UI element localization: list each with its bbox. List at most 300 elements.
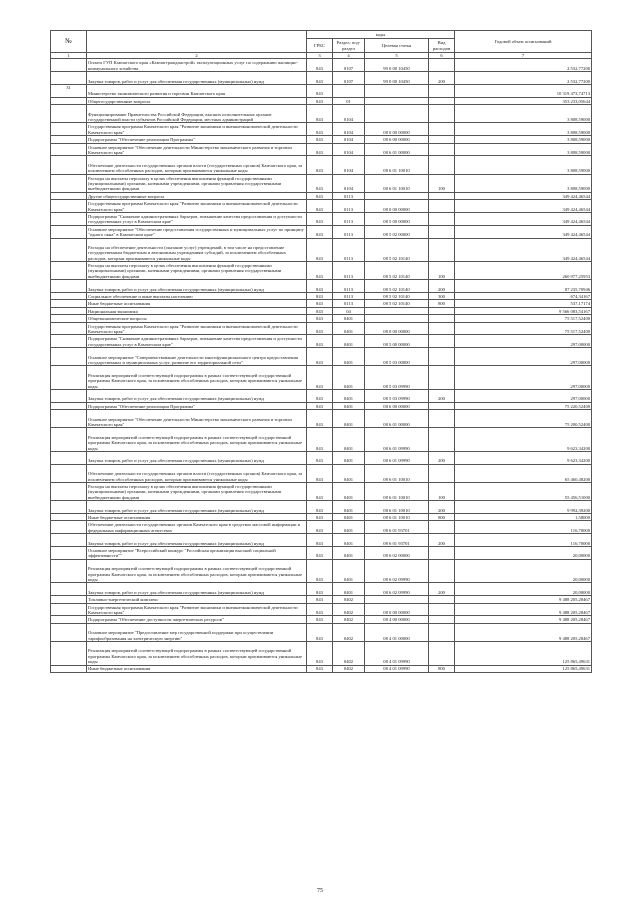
table-row	[51, 546, 592, 559]
row-section: 0113	[333, 200, 365, 213]
row-target-article: 08 6 02 00000	[365, 546, 429, 559]
row-section: 0402	[333, 665, 365, 672]
row-grbs: 843	[307, 72, 333, 85]
row-amount: 20,00000	[455, 559, 592, 583]
row-number	[51, 136, 87, 143]
row-amount: 116,70000	[455, 521, 592, 534]
row-amount: 537,17174	[455, 300, 592, 307]
row-expense-type	[429, 616, 455, 623]
row-section: 0401	[333, 315, 365, 322]
row-section: 0401	[333, 482, 365, 500]
row-grbs: 843	[307, 238, 333, 262]
row-section: 0401	[333, 335, 365, 348]
row-target-article: 08 5 02 10140	[365, 300, 429, 307]
row-grbs: 843	[307, 665, 333, 672]
row-number	[51, 534, 87, 547]
row-section: 0402	[333, 596, 365, 603]
row-number	[51, 293, 87, 300]
row-section: 0104	[333, 174, 365, 192]
row-grbs: 843	[307, 105, 333, 123]
row-section: 0401	[333, 402, 365, 409]
row-name: Государственная программа Камчатского края "Развитие экономики и внешнеэкономической деятельности Камчатского края"	[87, 322, 307, 335]
row-amount: 116,70000	[455, 534, 592, 547]
row-name: Закупка товаров, работ и услуг для обеспечения государственных (муниципальных) нужд	[87, 501, 307, 514]
table-row	[51, 616, 592, 623]
row-expense-type: 800	[429, 300, 455, 307]
row-grbs: 843	[307, 123, 333, 136]
row-expense-type	[429, 105, 455, 123]
table-row	[51, 105, 592, 123]
row-number	[51, 410, 87, 428]
row-amount: 20,00000	[455, 546, 592, 559]
row-grbs: 843	[307, 464, 333, 482]
row-target-article: 08 4 00 00000	[365, 616, 429, 623]
row-name: Подпрограмма "Обеспечение доступности энергетических ресурсов"	[87, 616, 307, 623]
table-row	[51, 174, 592, 192]
row-number	[51, 583, 87, 596]
row-expense-type	[429, 238, 455, 262]
table-row	[51, 596, 592, 603]
row-target-article: 99 0 00 10450	[365, 72, 429, 85]
row-grbs: 843	[307, 452, 333, 465]
header-codes: коды	[307, 31, 455, 39]
row-section: 0113	[333, 300, 365, 307]
row-target-article: 08 5 02 10140	[365, 238, 429, 262]
row-section: 0402	[333, 641, 365, 665]
row-grbs: 843	[307, 85, 333, 98]
row-target-article: 08 5 03 00000	[365, 348, 429, 366]
table-row	[51, 464, 592, 482]
row-number	[51, 97, 87, 104]
row-section: 0107	[333, 59, 365, 72]
row-amount: 353 233,05644	[455, 97, 592, 104]
row-section: 0104	[333, 143, 365, 156]
row-section: 0104	[333, 136, 365, 143]
index-cell: 4	[333, 53, 365, 59]
row-expense-type	[429, 623, 455, 641]
row-grbs: 843	[307, 366, 333, 390]
row-number	[51, 559, 87, 583]
row-section: 0113	[333, 280, 365, 293]
table-row	[51, 513, 592, 520]
row-number	[51, 143, 87, 156]
row-amount: 55 456,51000	[455, 482, 592, 500]
row-number: 31	[51, 85, 87, 98]
row-name: Реализация мероприятий соответствующей подпрограммы в рамках соответствующей государственной программы Камчатского края, за исключением обособленных расходов, которым присваиваются уникальные коды	[87, 428, 307, 452]
index-cell: 5	[365, 53, 429, 59]
row-amount: 674,34167	[455, 293, 592, 300]
row-section: 0401	[333, 559, 365, 583]
row-amount: 3 808,59000	[455, 123, 592, 136]
row-expense-type	[429, 123, 455, 136]
row-number	[51, 390, 87, 403]
row-target-article	[365, 596, 429, 603]
table-row	[51, 335, 592, 348]
row-grbs: 843	[307, 402, 333, 409]
index-cell: 3	[307, 53, 333, 59]
row-target-article	[365, 192, 429, 199]
row-grbs: 843	[307, 616, 333, 623]
row-grbs: 843	[307, 200, 333, 213]
row-section	[333, 85, 365, 98]
row-expense-type	[429, 348, 455, 366]
row-grbs: 843	[307, 623, 333, 641]
row-number	[51, 366, 87, 390]
table-row	[51, 300, 592, 307]
row-expense-type	[429, 97, 455, 104]
row-name: Функционирование Правительства Российской Федерации, высших исполнительных органов государственной власти субъектов Российской Федерации, местных администраций	[87, 105, 307, 123]
row-section: 0402	[333, 616, 365, 623]
row-number	[51, 300, 87, 307]
row-amount: 9 488 205,28467	[455, 623, 592, 641]
row-expense-type	[429, 59, 455, 72]
row-amount: 349 424,46544	[455, 192, 592, 199]
row-grbs: 843	[307, 521, 333, 534]
row-number	[51, 238, 87, 262]
table-row	[51, 665, 592, 672]
row-expense-type	[429, 335, 455, 348]
row-grbs: 843	[307, 280, 333, 293]
row-number	[51, 452, 87, 465]
table-row	[51, 280, 592, 293]
row-name: Закупка товаров, работ и услуг для обеспечения государственных (муниципальных) нужд	[87, 390, 307, 403]
row-target-article	[365, 85, 429, 98]
row-number	[51, 428, 87, 452]
row-expense-type: 200	[429, 280, 455, 293]
table-row	[51, 238, 592, 262]
row-name: Реализация мероприятий соответствующей подпрограммы в рамках соответствующей государственной программы Камчатского края, за исключением обособленных расходов, которым присваиваются уникальные коды	[87, 366, 307, 390]
table-row	[51, 322, 592, 335]
row-amount: 75 517,52400	[455, 322, 592, 335]
row-expense-type	[429, 546, 455, 559]
row-amount: 75 200,52400	[455, 410, 592, 428]
table-row	[51, 225, 592, 238]
row-name: Иные бюджетные ассигнования	[87, 513, 307, 520]
row-target-article: 08 6 01 00000	[365, 143, 429, 156]
row-grbs: 843	[307, 534, 333, 547]
table-row	[51, 97, 592, 104]
row-number	[51, 262, 87, 280]
row-section: 0401	[333, 348, 365, 366]
row-section: 0401	[333, 322, 365, 335]
row-section: 0104	[333, 105, 365, 123]
table-row	[51, 59, 592, 72]
row-grbs: 843	[307, 300, 333, 307]
table-row	[51, 521, 592, 534]
row-name: Подпрограмма "Обеспечение реализации Программы"	[87, 136, 307, 143]
row-section: 0401	[333, 428, 365, 452]
row-expense-type: 200	[429, 583, 455, 596]
row-name: Основное мероприятие "Обеспечение деятельности Министерства экономического развития и торговли Камчатского края"	[87, 410, 307, 428]
table-row	[51, 603, 592, 616]
row-amount: 297,00000	[455, 366, 592, 390]
row-name: Государственная программа Камчатского края "Развитие экономики и внешнеэкономической деятельности Камчатского края"	[87, 200, 307, 213]
row-section: 0113	[333, 238, 365, 262]
row-number	[51, 616, 87, 623]
row-target-article: 08 0 00 00000	[365, 200, 429, 213]
row-grbs: 843	[307, 410, 333, 428]
row-target-article: 08 6 01 93701	[365, 534, 429, 547]
row-grbs: 843	[307, 482, 333, 500]
table-row	[51, 143, 592, 156]
table-row	[51, 452, 592, 465]
row-expense-type	[429, 428, 455, 452]
row-name: Закупка товаров, работ и услуг для обеспечения государственных (муниципальных) нужд	[87, 534, 307, 547]
row-number	[51, 521, 87, 534]
row-number	[51, 105, 87, 123]
row-amount: 87 235,70946	[455, 280, 592, 293]
row-expense-type	[429, 307, 455, 314]
index-cell: 1	[51, 53, 87, 59]
row-number	[51, 348, 87, 366]
row-amount: 3 808,59000	[455, 136, 592, 143]
row-section: 0401	[333, 521, 365, 534]
budget-table	[50, 30, 592, 673]
row-section: 0401	[333, 513, 365, 520]
row-grbs: 843	[307, 136, 333, 143]
table-row	[51, 200, 592, 213]
row-target-article: 08 5 03 09990	[365, 366, 429, 390]
row-target-article: 08 6 01 09990	[365, 428, 429, 452]
row-target-article: 08 5 02 10140	[365, 280, 429, 293]
row-section: 0401	[333, 583, 365, 596]
row-amount: 9 623,34200	[455, 428, 592, 452]
row-section: 0401	[333, 452, 365, 465]
row-expense-type	[429, 521, 455, 534]
row-section: 0402	[333, 623, 365, 641]
row-amount: 9 992,39200	[455, 501, 592, 514]
row-expense-type	[429, 85, 455, 98]
table-row	[51, 315, 592, 322]
row-expense-type	[429, 322, 455, 335]
header-target: Целевая статья	[365, 39, 429, 53]
row-grbs: 843	[307, 212, 333, 225]
row-name: Министерство экономического развития и торговли Камчатского края	[87, 85, 307, 98]
row-target-article: 08 6 01 93701	[365, 521, 429, 534]
row-expense-type: 200	[429, 452, 455, 465]
row-target-article: 08 4 01 09990	[365, 641, 429, 665]
row-target-article: 08 6 01 10010	[365, 464, 429, 482]
row-name: Подпрограмма "Обеспечение реализации Программы"	[87, 402, 307, 409]
row-target-article: 08 0 00 00000	[365, 123, 429, 136]
row-name: Общегосударственные вопросы	[87, 97, 307, 104]
row-grbs: 843	[307, 559, 333, 583]
row-number	[51, 174, 87, 192]
row-target-article: 08 5 02 10140	[365, 262, 429, 280]
row-target-article: 08 6 01 10010	[365, 482, 429, 500]
table-row	[51, 72, 592, 85]
row-number	[51, 200, 87, 213]
row-amount: 9 488 205,28467	[455, 603, 592, 616]
table-row	[51, 410, 592, 428]
row-name: Закупка товаров, работ и услуг для обеспечения государственных (муниципальных) нужд	[87, 452, 307, 465]
row-target-article: 08 0 00 00000	[365, 603, 429, 616]
row-expense-type	[429, 315, 455, 322]
row-number	[51, 513, 87, 520]
row-number	[51, 335, 87, 348]
row-grbs: 843	[307, 583, 333, 596]
row-target-article	[365, 315, 429, 322]
header-section: Раздел, под-раздел	[333, 39, 365, 53]
row-expense-type	[429, 641, 455, 665]
row-name: Закупка товаров, работ и услуг для обеспечения государственных (муниципальных) нужд	[87, 72, 307, 85]
row-amount: 65 460,48200	[455, 464, 592, 482]
row-expense-type: 200	[429, 72, 455, 85]
row-section: 0113	[333, 192, 365, 199]
table-row	[51, 262, 592, 280]
row-expense-type: 100	[429, 482, 455, 500]
row-expense-type	[429, 136, 455, 143]
table-row	[51, 136, 592, 143]
row-target-article: 08 6 01 10010	[365, 513, 429, 520]
row-name: Общеэкономические вопросы	[87, 315, 307, 322]
row-expense-type	[429, 559, 455, 583]
row-target-article: 08 6 01 09990	[365, 452, 429, 465]
row-expense-type: 200	[429, 534, 455, 547]
row-expense-type	[429, 225, 455, 238]
row-target-article: 08 6 02 09990	[365, 583, 429, 596]
table-row	[51, 85, 592, 98]
row-name: Топливно-энергетический комплекс	[87, 596, 307, 603]
row-section: 01	[333, 97, 365, 104]
row-name: Расходы на обеспечение деятельности (оказание услуг) учреждений, в том числе на предоставление государственным бюджетным и автономным учреждениям субсидий, за исключением обособленных расходов, которым присваиваются уникальные коды	[87, 238, 307, 262]
row-expense-type	[429, 596, 455, 603]
row-number	[51, 156, 87, 174]
row-name: Иные бюджетные ассигнования	[87, 665, 307, 672]
row-name: Обеспечение деятельности государственных органов власти (государственных органов) Камчатского края, за исключением обособленных расходов, которым присваиваются уникальные коды	[87, 156, 307, 174]
row-section: 0401	[333, 366, 365, 390]
row-target-article: 08 5 00 00000	[365, 212, 429, 225]
row-section: 0113	[333, 293, 365, 300]
table-row	[51, 192, 592, 199]
row-section: 0113	[333, 212, 365, 225]
row-name: Основное мероприятие "Совершенствование деятельности многофункционального центра предоставления государственных и муниципальных услуг, развитие его территориальной сети"	[87, 348, 307, 366]
row-section: 0113	[333, 225, 365, 238]
table-row	[51, 156, 592, 174]
row-expense-type	[429, 366, 455, 390]
row-expense-type	[429, 410, 455, 428]
row-name: Социальное обеспечение и иные выплаты населению	[87, 293, 307, 300]
row-expense-type: 800	[429, 513, 455, 520]
row-section: 04	[333, 307, 365, 314]
row-number	[51, 280, 87, 293]
row-target-article: 08 6 01 10010	[365, 156, 429, 174]
row-target-article: 99 0 00 10450	[365, 59, 429, 72]
row-name: Основное мероприятие "Обеспечение предоставления государственных и муниципальных услуг по принципу "одного окна" в Камчатском крае"	[87, 225, 307, 238]
row-grbs: 843	[307, 513, 333, 520]
table-row	[51, 623, 592, 641]
row-amount: 3 808,59000	[455, 143, 592, 156]
row-amount: 3 808,59000	[455, 174, 592, 192]
table-row	[51, 390, 592, 403]
row-number	[51, 59, 87, 72]
table-row	[51, 641, 592, 665]
index-cell: 2	[87, 53, 307, 59]
row-name: Подпрограмма "Снижение административных барьеров, повышение качества предоставления и доступности государственных услуг в Камчатском крае"	[87, 212, 307, 225]
row-amount: 297,00000	[455, 390, 592, 403]
row-amount: 349 424,46544	[455, 200, 592, 213]
row-grbs: 843	[307, 59, 333, 72]
row-name: Обеспечение деятельности государственных органов Камчатского края в средствах массовой информации и федеральных информационных агентствах	[87, 521, 307, 534]
header-amount: Годовой объем ассигнований	[455, 31, 592, 53]
row-amount: 125 865,49631	[455, 665, 592, 672]
table-row	[51, 559, 592, 583]
row-number	[51, 72, 87, 85]
row-grbs: 843	[307, 501, 333, 514]
row-name: Иные бюджетные ассигнования	[87, 300, 307, 307]
row-amount: 10 319 473,74713	[455, 85, 592, 98]
header-grbs: ГРБС	[307, 39, 333, 53]
row-number	[51, 603, 87, 616]
row-amount: 9 623,34200	[455, 452, 592, 465]
row-number	[51, 192, 87, 199]
row-name: Реализация мероприятий соответствующей подпрограммы в рамках соответствующей государственной программы Камчатского края, за исключением обособленных расходов, которым присваиваются уникальные коды	[87, 641, 307, 665]
row-grbs: 843	[307, 225, 333, 238]
row-grbs: 843	[307, 641, 333, 665]
row-number	[51, 402, 87, 409]
row-expense-type: 100	[429, 262, 455, 280]
row-number	[51, 123, 87, 136]
row-target-article: 08 4 01 09990	[365, 665, 429, 672]
row-number	[51, 315, 87, 322]
row-number	[51, 641, 87, 665]
row-amount: 3 808,59000	[455, 105, 592, 123]
row-target-article: 08 0 00 00000	[365, 322, 429, 335]
row-name: Другие общегосударственные вопросы	[87, 192, 307, 199]
table-row	[51, 583, 592, 596]
page-number: 75	[317, 888, 323, 894]
row-amount: 9 488 205,28467	[455, 596, 592, 603]
row-target-article	[365, 307, 429, 314]
index-cell: 6	[429, 53, 455, 59]
row-amount: 349 424,46544	[455, 225, 592, 238]
row-amount: 1,58000	[455, 513, 592, 520]
row-grbs: 843	[307, 262, 333, 280]
row-amount: 75 517,52400	[455, 315, 592, 322]
row-amount: 125 865,49631	[455, 641, 592, 665]
row-name: Закупка товаров, работ и услуг для обеспечения государственных (муниципальных) нужд	[87, 583, 307, 596]
row-amount: 2 532,77200	[455, 72, 592, 85]
row-section: 0401	[333, 464, 365, 482]
row-expense-type	[429, 464, 455, 482]
row-grbs: 843	[307, 596, 333, 603]
row-expense-type	[429, 192, 455, 199]
header-number: №	[51, 31, 87, 53]
row-expense-type	[429, 212, 455, 225]
row-section: 0401	[333, 410, 365, 428]
row-target-article: 08 6 02 09990	[365, 559, 429, 583]
table-row	[51, 307, 592, 314]
row-grbs: 843	[307, 390, 333, 403]
row-number	[51, 623, 87, 641]
row-expense-type	[429, 402, 455, 409]
row-expense-type: 200	[429, 390, 455, 403]
row-grbs: 843	[307, 307, 333, 314]
row-section: 0104	[333, 123, 365, 136]
row-grbs: 843	[307, 322, 333, 335]
row-number	[51, 464, 87, 482]
row-section: 0107	[333, 72, 365, 85]
row-name: Расходы на выплаты персоналу в целях обеспечения выполнения функций государственными (муниципальными) органами, казенными учреждениями, органами управления государственными внебюджетными фондами	[87, 262, 307, 280]
row-grbs: 843	[307, 348, 333, 366]
row-name: Национальная экономика	[87, 307, 307, 314]
row-target-article: 08 6 00 00000	[365, 136, 429, 143]
row-number	[51, 322, 87, 335]
row-section: 0401	[333, 501, 365, 514]
row-target-article	[365, 97, 429, 104]
table-row	[51, 293, 592, 300]
row-grbs: 843	[307, 97, 333, 104]
